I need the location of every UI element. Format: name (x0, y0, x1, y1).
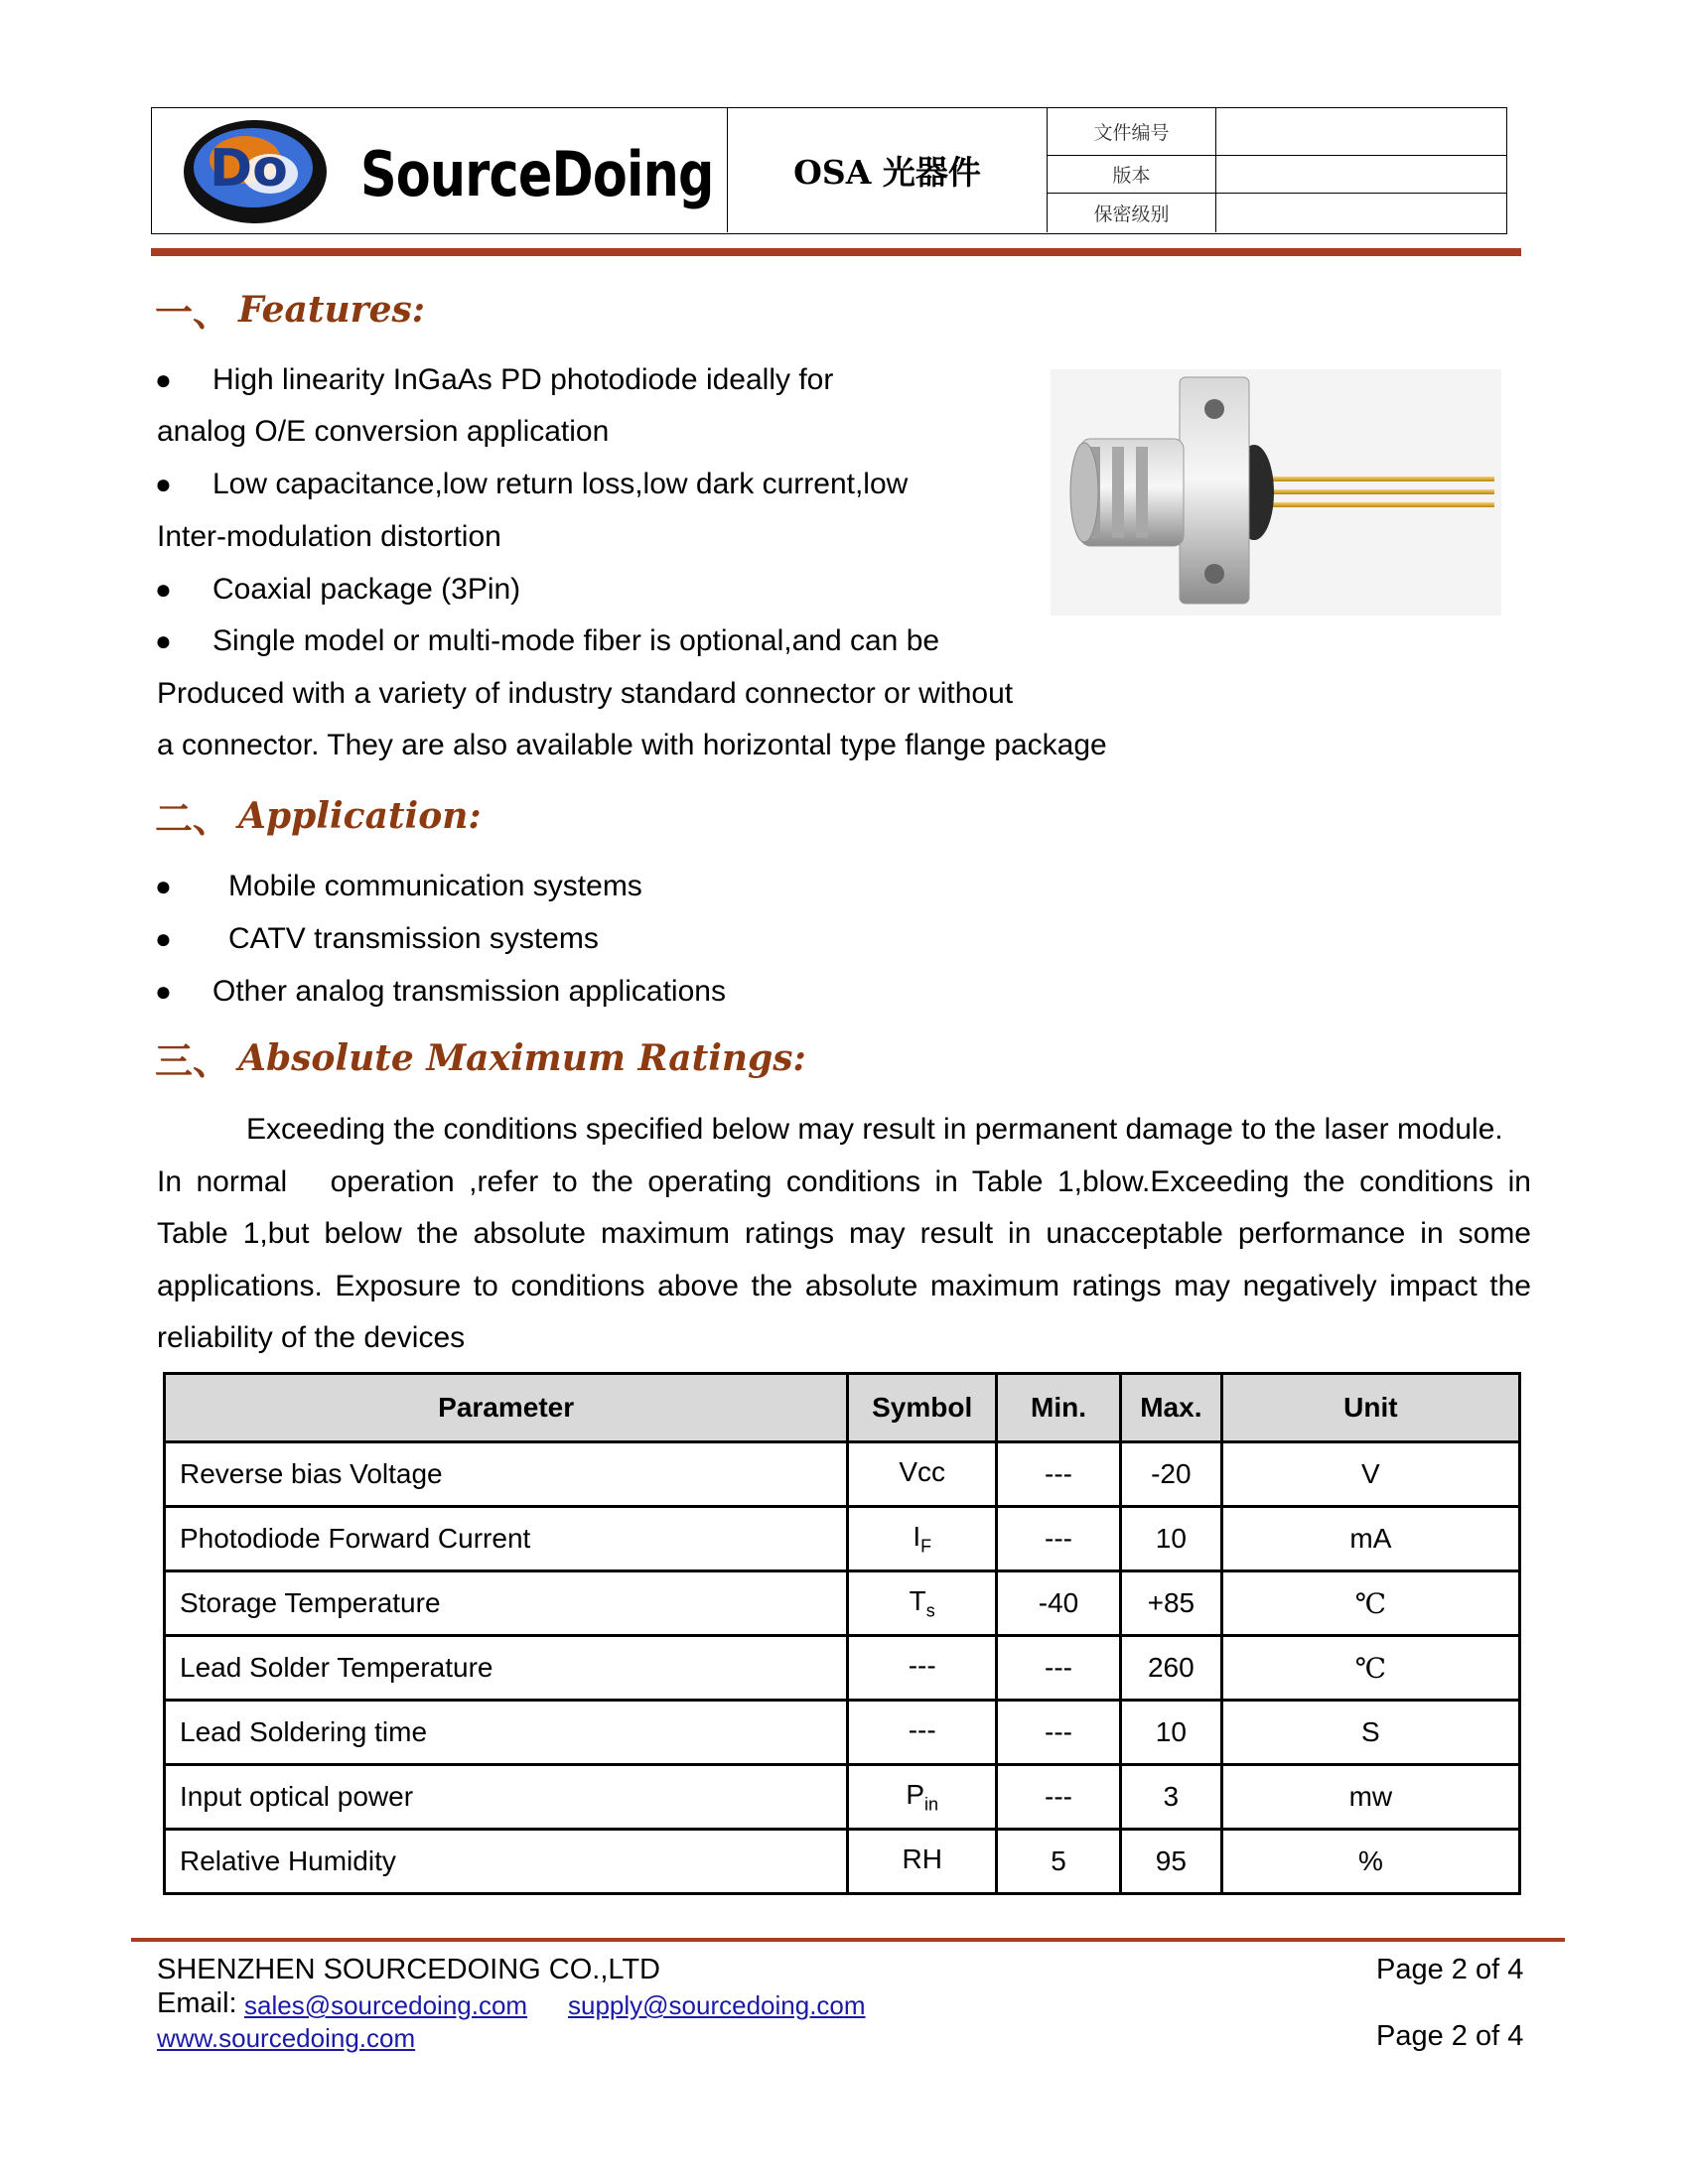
meta-value-confidentiality (1216, 194, 1506, 232)
ratings-paragraph-line-3: Table 1,but below the absolute maximum ratings may result in unacceptable performance in some (157, 1217, 1531, 1250)
header-rule (151, 248, 1521, 256)
cell-unit: S (1221, 1701, 1519, 1765)
symbol-subscript: F (920, 1536, 932, 1557)
col-header-max: Max. (1120, 1374, 1221, 1442)
ratings-paragraph (157, 1104, 1531, 1365)
cell-min: --- (997, 1701, 1121, 1765)
cell-min: -40 (997, 1571, 1121, 1636)
bullet-icon: ● (155, 923, 172, 954)
table-row (165, 1701, 1520, 1765)
features-number: 一、 (155, 290, 231, 335)
cell-symbol (848, 1701, 997, 1765)
feature-1-line-2: analog O/E conversion application (157, 415, 610, 448)
application-item-1: Mobile communication systems (228, 870, 642, 902)
symbol-text: --- (908, 1649, 936, 1681)
footer-email-supply-link[interactable]: supply@sourcedoing.com (568, 1990, 866, 2020)
cell-max: +85 (1120, 1571, 1221, 1636)
doc-title: OSA 光器件 (728, 108, 1048, 232)
cell-parameter: Photodiode Forward Current (165, 1507, 848, 1571)
feature-3-line-1: Coaxial package (3Pin) (212, 573, 521, 606)
feature-2-line-1: Low capacitance,low return loss,low dark current,low (212, 468, 909, 500)
feature-1-line-1: High linearity InGaAs PD photodiode ideally for (212, 363, 834, 396)
cell-symbol (848, 1571, 997, 1636)
footer-email-sales-link[interactable]: sales@sourcedoing.com (244, 1990, 528, 2020)
footer-rule (131, 1938, 1565, 1942)
cell-unit: mA (1221, 1507, 1519, 1571)
cell-max: 10 (1120, 1507, 1221, 1571)
application-number: 二、 (155, 796, 231, 841)
bullet-icon: ● (155, 871, 172, 901)
cell-unit: % (1221, 1830, 1519, 1894)
footer-page-number-bottom: Page 2 of 4 (1376, 2020, 1524, 2052)
footer-website-link[interactable]: www.sourcedoing.com (157, 2023, 416, 2053)
ratings-title: Absolute Maximum Ratings: (238, 1036, 806, 1079)
table-header-row (165, 1374, 1520, 1442)
symbol-subscript: in (924, 1794, 939, 1815)
col-header-unit: Unit (1221, 1374, 1519, 1442)
cell-min: --- (997, 1442, 1121, 1507)
bullet-icon: ● (155, 625, 172, 656)
meta-row-doc-number (1048, 108, 1506, 156)
table-row (165, 1636, 1520, 1701)
footer-page-number-top: Page 2 of 4 (1376, 1954, 1524, 1985)
cell-min: --- (997, 1765, 1121, 1830)
cell-unit: mw (1221, 1765, 1519, 1830)
logo-cell (152, 108, 728, 232)
meta-label-doc-number: 文件编号 (1048, 108, 1216, 155)
cell-min: --- (997, 1636, 1121, 1701)
cell-symbol (848, 1765, 997, 1830)
cell-parameter: Storage Temperature (165, 1571, 848, 1636)
table-row (165, 1765, 1520, 1830)
ratings-number: 三、 (155, 1038, 231, 1083)
table-row (165, 1507, 1520, 1571)
meta-label-confidentiality: 保密级别 (1048, 194, 1216, 232)
features-title: Features: (238, 288, 426, 331)
bullet-icon: ● (155, 976, 172, 1007)
cell-symbol (848, 1507, 997, 1571)
application-item-3: Other analog transmission applications (212, 975, 726, 1008)
ratings-heading (155, 1030, 806, 1085)
footer-email-label: Email: (157, 1987, 237, 2019)
symbol-subscript: s (925, 1600, 935, 1621)
symbol-text: Vcc (899, 1455, 946, 1487)
doc-meta-grid (1048, 108, 1506, 232)
cell-max: 260 (1120, 1636, 1221, 1701)
cell-max: 10 (1120, 1701, 1221, 1765)
footer-company: SHENZHEN SOURCEDOING CO.,LTD (157, 1954, 661, 1985)
document-header (151, 107, 1507, 234)
cell-parameter: Input optical power (165, 1765, 848, 1830)
cell-unit: ℃ (1221, 1571, 1519, 1636)
bullet-icon: ● (155, 574, 172, 605)
ratings-paragraph-line-1: Exceeding the conditions specified below may result in permanent damage to the laser module. (246, 1113, 1503, 1146)
meta-value-doc-number (1216, 108, 1506, 155)
col-header-parameter: Parameter (165, 1374, 848, 1442)
cell-parameter: Reverse bias Voltage (165, 1442, 848, 1507)
symbol-text: P (906, 1778, 925, 1810)
brand-name: SourceDoing (360, 138, 714, 210)
cell-unit: V (1221, 1442, 1519, 1507)
cell-symbol (848, 1830, 997, 1894)
cell-unit: ℃ (1221, 1636, 1519, 1701)
col-header-min: Min. (997, 1374, 1121, 1442)
meta-label-version: 版本 (1048, 156, 1216, 193)
meta-row-confidentiality (1048, 194, 1506, 232)
cell-max: 95 (1120, 1830, 1221, 1894)
feature-4-line-3: a connector. They are also available with horizontal type flange package (157, 729, 1107, 761)
logo-mark-text: Do (210, 139, 288, 199)
cell-parameter: Relative Humidity (165, 1830, 848, 1894)
symbol-text: T (909, 1584, 926, 1616)
features-heading (155, 282, 425, 337)
cell-parameter: Lead Solder Temperature (165, 1636, 848, 1701)
feature-4-line-2: Produced with a variety of industry standard connector or without (157, 677, 1014, 710)
cell-max: 3 (1120, 1765, 1221, 1830)
application-item-2: CATV transmission systems (228, 922, 599, 955)
col-header-symbol: Symbol (848, 1374, 997, 1442)
cell-symbol (848, 1636, 997, 1701)
cell-min: --- (997, 1507, 1121, 1571)
cell-max: -20 (1120, 1442, 1221, 1507)
feature-4-line-1: Single model or multi-mode fiber is optional,and can be (212, 624, 940, 657)
feature-2-line-2: Inter-modulation distortion (157, 520, 501, 553)
symbol-text: RH (902, 1843, 942, 1874)
sourcedoing-logo-icon (176, 114, 345, 229)
bullet-icon: ● (155, 364, 172, 395)
application-heading (155, 788, 482, 843)
bullet-icon: ● (155, 469, 172, 499)
ratings-paragraph-line-5: reliability of the devices (157, 1321, 466, 1354)
cell-min: 5 (997, 1830, 1121, 1894)
meta-row-version (1048, 156, 1506, 194)
photodiode-product-image (1051, 369, 1501, 615)
cell-parameter: Lead Soldering time (165, 1701, 848, 1765)
absolute-max-ratings-table (163, 1372, 1521, 1895)
table-row (165, 1442, 1520, 1507)
symbol-text: I (913, 1520, 921, 1552)
ratings-paragraph-line-4: applications. Exposure to conditions above the absolute maximum ratings may negatively impact the (157, 1269, 1531, 1302)
table-row (165, 1830, 1520, 1894)
symbol-text: --- (908, 1713, 936, 1745)
table-row (165, 1571, 1520, 1636)
application-title: Application: (238, 794, 482, 837)
meta-value-version (1216, 156, 1506, 193)
ratings-paragraph-line-2: In normal operation ,refer to the operating conditions in Table 1,blow.Exceeding the conditions in (157, 1164, 1531, 1198)
cell-symbol (848, 1442, 997, 1507)
